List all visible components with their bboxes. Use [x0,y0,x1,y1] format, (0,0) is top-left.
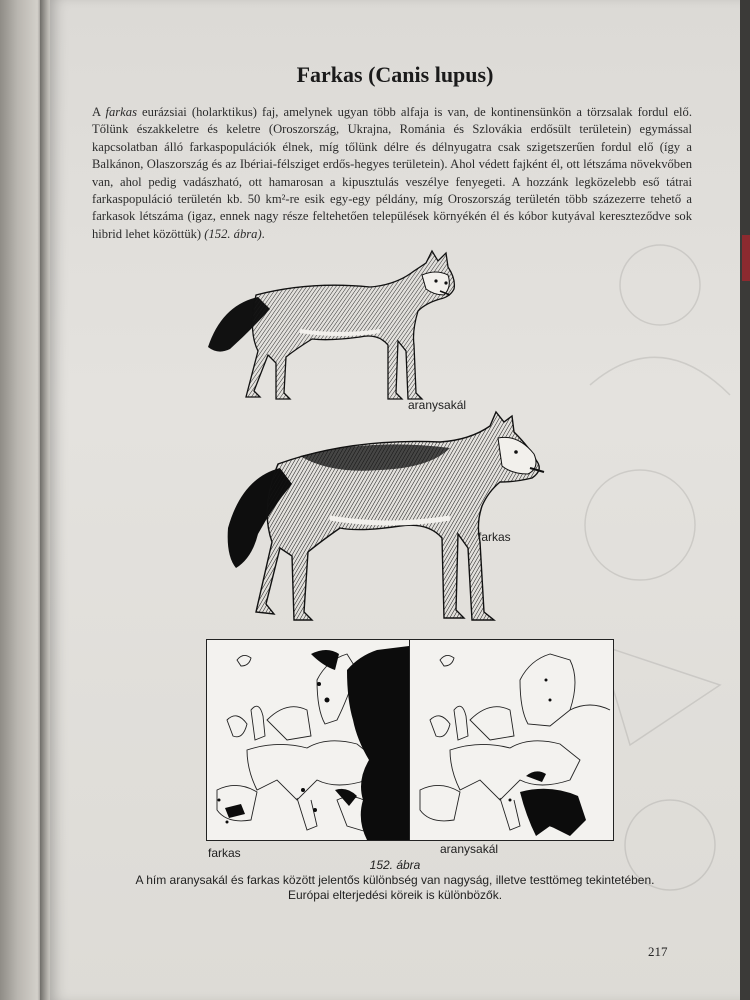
paragraph-term: farkas [105,105,137,119]
wolf-illustration [200,408,560,628]
figure-number: 152. ábra [369,858,421,872]
jackal-illustration [200,245,460,405]
body-paragraph [92,104,692,243]
left-page-edge [0,0,44,1000]
paragraph-suffix: . [261,226,265,241]
figure-caption-line-1: A hím aranysakál és farkas között jelentős különbség van nagyság, illetve testtömeg tekintetében. [135,873,655,887]
distribution-maps [206,639,614,841]
page-number: 217 [648,944,668,959]
wolf-range-map [207,640,410,840]
wolf-label: farkas [478,530,511,544]
paragraph-prefix: A [92,105,106,119]
map-label-wolf: farkas [208,846,241,860]
jackal-range-map [410,640,612,840]
paragraph-main: eurázsiai (holarktikus) faj, amelynek ugyan több alfaja is van, de kontinensünkön a törzsalak fordul elő. Tőlünk északkeletre és keletre (Oroszország, Ukrajna, Románia és Szlovákia erdősült területein) egymással kapcsolatban álló farkaspopulációk élnek, míg tőlünk délre és délnyugatra csak szigetszerűen fordul elő (így a Balkánon, Olaszország és az Ibériai-félsziget erdős-hegyes területein). Ahol védett fajként él, ott létszáma növekvőben van, ahol pedig vadászható, ott hamarosan a kipusztulás veszélye fenyegeti. A hozzánk legközelebb eső tátrai farkaspopuláció területén kb. 50 km²-re esik egy-egy példány, míg Oroszország területén több százezerre tehető a farkasok létszáma (igaz, ennek nagy része feltehetően települések környékén él és kóbor kutyával kereszteződve sok hibrid lehet közöttük) [92,105,692,241]
left-page-bleed-text [2,19,40,22]
bookmark-tab [742,235,750,281]
book-page [50,0,740,1000]
figure-caption-line-2: Európai elterjedési köreik is különbözők. [287,888,503,902]
map-label-jackal: aranysakál [440,842,499,856]
figure-reference: (152. ábra) [204,226,262,241]
jackal-label: aranysakál [408,398,467,412]
page-title: Farkas (Canis lupus) [296,62,494,87]
